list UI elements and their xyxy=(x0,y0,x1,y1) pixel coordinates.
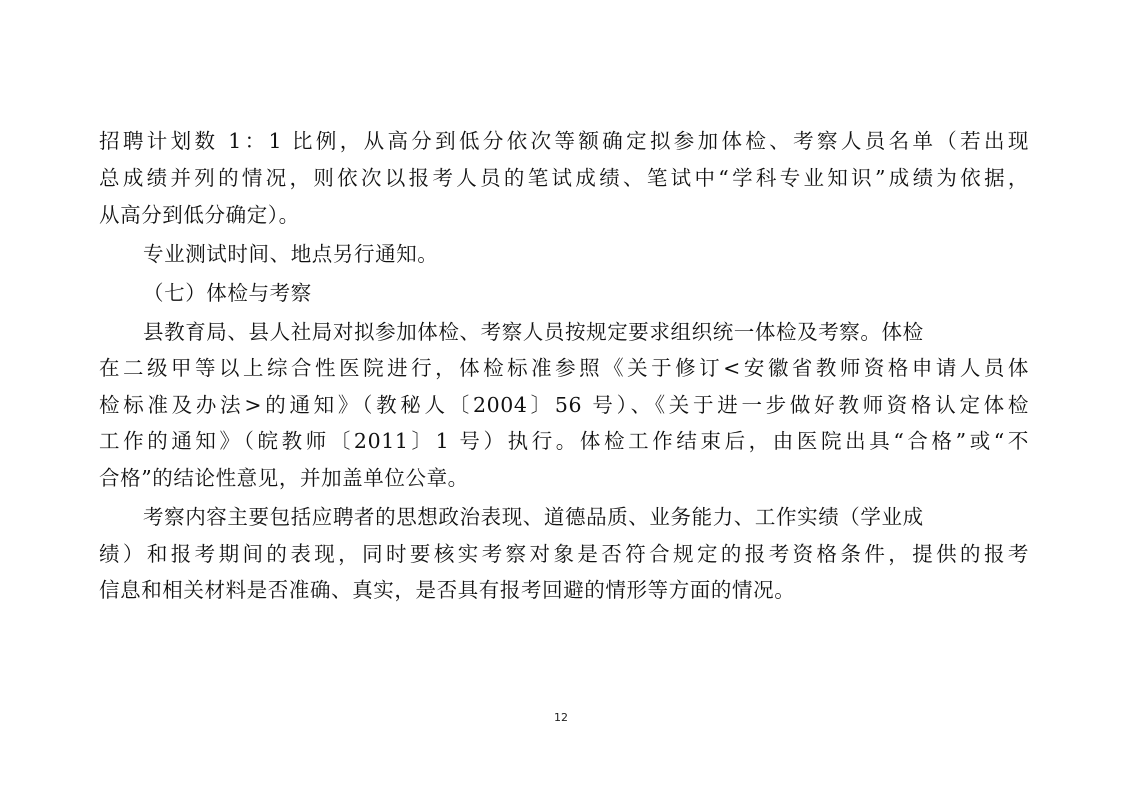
paragraph-line: 信息和相关材料是否准确、真实，是否具有报考回避的情形等方面的情况。 xyxy=(99,578,796,602)
paragraph-line: 工作的通知》（皖教师〔2011〕1 号）执行。体检工作结束后，由医院出具“合格”或“不 xyxy=(99,429,1029,453)
paragraph-line: 绩）和报考期间的表现，同时要核实考察对象是否符合规定的报考资格条件，提供的报考 xyxy=(99,542,1029,566)
section-heading: （七）体检与考察 xyxy=(143,281,312,305)
paragraph-line: 总成绩并列的情况，则依次以报考人员的笔试成绩、笔试中“学科专业知识”成绩为依据， xyxy=(99,166,1029,190)
paragraph-line: 招聘计划数 1：1 比例，从高分到低分依次等额确定拟参加体检、考察人员名单（若出现 xyxy=(99,129,1029,153)
paragraph-line: 合格”的结论性意见，并加盖单位公章。 xyxy=(99,466,469,490)
page-number: 12 xyxy=(554,711,568,724)
paragraph-line: 检标准及办法>的通知》（教秘人〔2004〕56 号）、《关于进一步做好教师资格认定体检 xyxy=(99,393,1029,417)
paragraph-line: 考察内容主要包括应聘者的思想政治表现、道德品质、业务能力、工作实绩（学业成 xyxy=(143,505,924,529)
paragraph-line: 从高分到低分确定）。 xyxy=(99,203,300,227)
paragraph-line: 专业测试时间、地点另行通知。 xyxy=(143,242,439,266)
paragraph-line: 在二级甲等以上综合性医院进行，体检标准参照《关于修订<安徽省教师资格申请人员体 xyxy=(99,356,1029,380)
paragraph-line: 县教育局、县人社局对拟参加体检、考察人员按规定要求组织统一体检及考察。体检 xyxy=(143,320,924,344)
